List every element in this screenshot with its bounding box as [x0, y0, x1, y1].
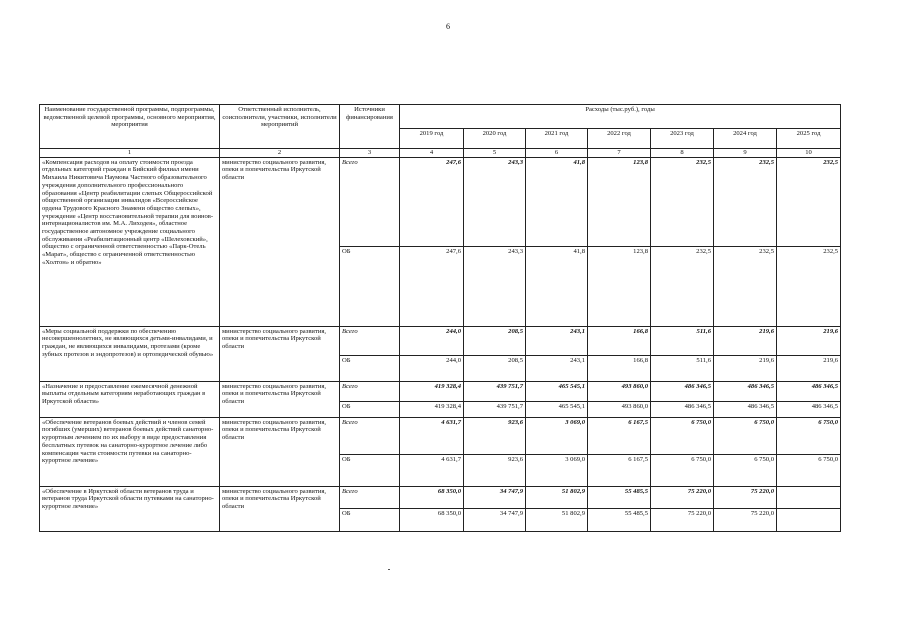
- ob-value: 6 750,0: [777, 454, 841, 486]
- ob-value: 232,5: [714, 246, 777, 326]
- source-ob: ОБ: [340, 508, 400, 531]
- table-row: [40, 486, 841, 508]
- total-value: 75 220,0: [714, 486, 777, 508]
- program-name: «Назначение и предоставление ежемесячной денежной выплаты отдельным категориям неработающих граждан в Иркутской области»: [40, 381, 220, 417]
- ob-value: 232,5: [777, 246, 841, 326]
- column-number: 10: [777, 149, 841, 158]
- table-row: [40, 326, 841, 355]
- total-value: 232,5: [777, 157, 841, 246]
- ob-value: 6 750,0: [714, 454, 777, 486]
- ob-value: 419 328,4: [400, 401, 464, 417]
- header-year: 2025 год: [777, 129, 841, 149]
- total-value: 123,8: [588, 157, 651, 246]
- total-value: 486 346,5: [777, 381, 841, 401]
- column-number: 1: [40, 149, 220, 158]
- source-total: Всего: [340, 381, 400, 401]
- total-value: 493 860,0: [588, 381, 651, 401]
- program-name: «Компенсация расходов на оплату стоимости проезда отдельных категорий граждан в Бийский филиал имени Михаила Никитовича Наумова Частного образовательного учреждения дополнительного профессионального образования «Центр реабилитации слепых Общероссийской общественной организации инвалидов «Всероссийское ордена Трудового Красного Знамени общество слепых», учреждение «Центр восстановительной терапии для воинов-интернационалистов им. М.А. Лиходея», областное государственное автономное учреждение социального обслуживания «Реабилитационный центр «Шелеховский», общество с ограниченной ответственностью «Парк-Отель «Марат», общество с ограниченной ответственностью «Холтон» и обратно»: [40, 157, 220, 326]
- page-number: 6: [446, 22, 450, 31]
- executor-name: министерство социального развития, опеки и попечительства Иркутской области: [220, 157, 340, 326]
- ob-value: 243,1: [526, 355, 588, 381]
- source-ob: ОБ: [340, 246, 400, 326]
- header-year: 2022 год: [588, 129, 651, 149]
- header-year: 2023 год: [651, 129, 714, 149]
- ob-value: 486 346,5: [714, 401, 777, 417]
- source-total: Всего: [340, 326, 400, 355]
- table-row: [40, 381, 841, 401]
- header-expenses: Расходы (тыс.руб.), годы: [400, 105, 841, 129]
- total-value: 243,1: [526, 326, 588, 355]
- total-value: 6 750,0: [714, 417, 777, 454]
- total-value: 419 328,4: [400, 381, 464, 401]
- total-value: 4 631,7: [400, 417, 464, 454]
- header-executor: Ответственный исполнитель, соисполнители, участники, исполнители мероприятий: [220, 105, 340, 149]
- total-value: 3 069,0: [526, 417, 588, 454]
- total-value: 486 346,5: [714, 381, 777, 401]
- ob-value: 244,0: [400, 355, 464, 381]
- executor-name: министерство социального развития, опеки и попечительства Иркутской области: [220, 486, 340, 531]
- source-ob: ОБ: [340, 454, 400, 486]
- program-name: «Обеспечение в Иркутской области ветеранов труда и ветеранов труда Иркутской области путевками на санаторно-курортное лечение»: [40, 486, 220, 531]
- total-value: 486 346,5: [651, 381, 714, 401]
- expenses-table: [39, 104, 841, 532]
- ob-value: 6 750,0: [651, 454, 714, 486]
- total-value: 166,8: [588, 326, 651, 355]
- ob-value: 41,8: [526, 246, 588, 326]
- scan-speck: [388, 569, 390, 570]
- total-value: 51 802,9: [526, 486, 588, 508]
- total-value: 232,5: [714, 157, 777, 246]
- column-number: 4: [400, 149, 464, 158]
- total-value: 244,0: [400, 326, 464, 355]
- column-number: 6: [526, 149, 588, 158]
- ob-value: 75 220,0: [714, 508, 777, 531]
- total-value: 232,5: [651, 157, 714, 246]
- source-total: Всего: [340, 486, 400, 508]
- column-number: 2: [220, 149, 340, 158]
- column-number: 9: [714, 149, 777, 158]
- source-total: Всего: [340, 157, 400, 246]
- ob-value: 34 747,9: [464, 508, 526, 531]
- ob-value: 219,6: [777, 355, 841, 381]
- ob-value: 68 350,0: [400, 508, 464, 531]
- total-value: 34 747,9: [464, 486, 526, 508]
- program-name: «Меры социальной поддержки по обеспечению несовершеннолетних, не являющихся детьми-инвалидами, и граждан, не являющихся инвалидами, протезами (кроме зубных протезов и эндопротезов) и ортопедической обувью»: [40, 326, 220, 381]
- table-row: [40, 417, 841, 454]
- ob-value: 439 751,7: [464, 401, 526, 417]
- ob-value: 247,6: [400, 246, 464, 326]
- total-value: 75 220,0: [651, 486, 714, 508]
- header-source: Источники финансирования: [340, 105, 400, 149]
- total-value: 247,6: [400, 157, 464, 246]
- ob-value: 4 631,7: [400, 454, 464, 486]
- ob-value: 123,8: [588, 246, 651, 326]
- header-year: 2020 год: [464, 129, 526, 149]
- ob-value: 465 545,1: [526, 401, 588, 417]
- total-value: 511,6: [651, 326, 714, 355]
- header-program: Наименование государственной программы, подпрограммы, ведомственной целевой программы, основного мероприятия, мероприятия: [40, 105, 220, 149]
- ob-value: 208,5: [464, 355, 526, 381]
- ob-value: 511,6: [651, 355, 714, 381]
- column-number: 7: [588, 149, 651, 158]
- total-value: 219,6: [777, 326, 841, 355]
- ob-value: 243,3: [464, 246, 526, 326]
- total-value: 208,5: [464, 326, 526, 355]
- ob-value: 6 167,5: [588, 454, 651, 486]
- ob-value: 232,5: [651, 246, 714, 326]
- column-number: 8: [651, 149, 714, 158]
- header-year: 2019 год: [400, 129, 464, 149]
- total-value: 68 350,0: [400, 486, 464, 508]
- total-value: 55 485,5: [588, 486, 651, 508]
- ob-value: 219,6: [714, 355, 777, 381]
- total-value: 243,3: [464, 157, 526, 246]
- ob-value: 493 860,0: [588, 401, 651, 417]
- total-value: 465 545,1: [526, 381, 588, 401]
- total-value: 6 167,5: [588, 417, 651, 454]
- header-year: 2021 год: [526, 129, 588, 149]
- total-value: 439 751,7: [464, 381, 526, 401]
- ob-value: [777, 508, 841, 531]
- header-year: 2024 год: [714, 129, 777, 149]
- executor-name: министерство социального развития, опеки и попечительства Иркутской области: [220, 381, 340, 417]
- table-row: [40, 157, 841, 246]
- total-value: [777, 486, 841, 508]
- ob-value: 55 485,5: [588, 508, 651, 531]
- column-number: 3: [340, 149, 400, 158]
- ob-value: 3 069,0: [526, 454, 588, 486]
- column-number: 5: [464, 149, 526, 158]
- source-ob: ОБ: [340, 401, 400, 417]
- ob-value: 75 220,0: [651, 508, 714, 531]
- ob-value: 923,6: [464, 454, 526, 486]
- total-value: 6 750,0: [777, 417, 841, 454]
- executor-name: министерство социального развития, опеки и попечительства Иркутской области: [220, 326, 340, 381]
- total-value: 923,6: [464, 417, 526, 454]
- executor-name: министерство социального развития, опеки и попечительства Иркутской области: [220, 417, 340, 486]
- total-value: 6 750,0: [651, 417, 714, 454]
- program-name: «Обеспечение ветеранов боевых действий и членов семей погибших (умерших) ветеранов боевых действий санаторно-курортным лечением по их выбору в виде предоставления бесплатных путевок на санаторно-курортное лечение либо компенсации части стоимости путевки на санаторно-курортное лечение»: [40, 417, 220, 486]
- total-value: 219,6: [714, 326, 777, 355]
- source-total: Всего: [340, 417, 400, 454]
- ob-value: 51 802,9: [526, 508, 588, 531]
- source-ob: ОБ: [340, 355, 400, 381]
- ob-value: 166,8: [588, 355, 651, 381]
- ob-value: 486 346,5: [651, 401, 714, 417]
- ob-value: 486 346,5: [777, 401, 841, 417]
- total-value: 41,8: [526, 157, 588, 246]
